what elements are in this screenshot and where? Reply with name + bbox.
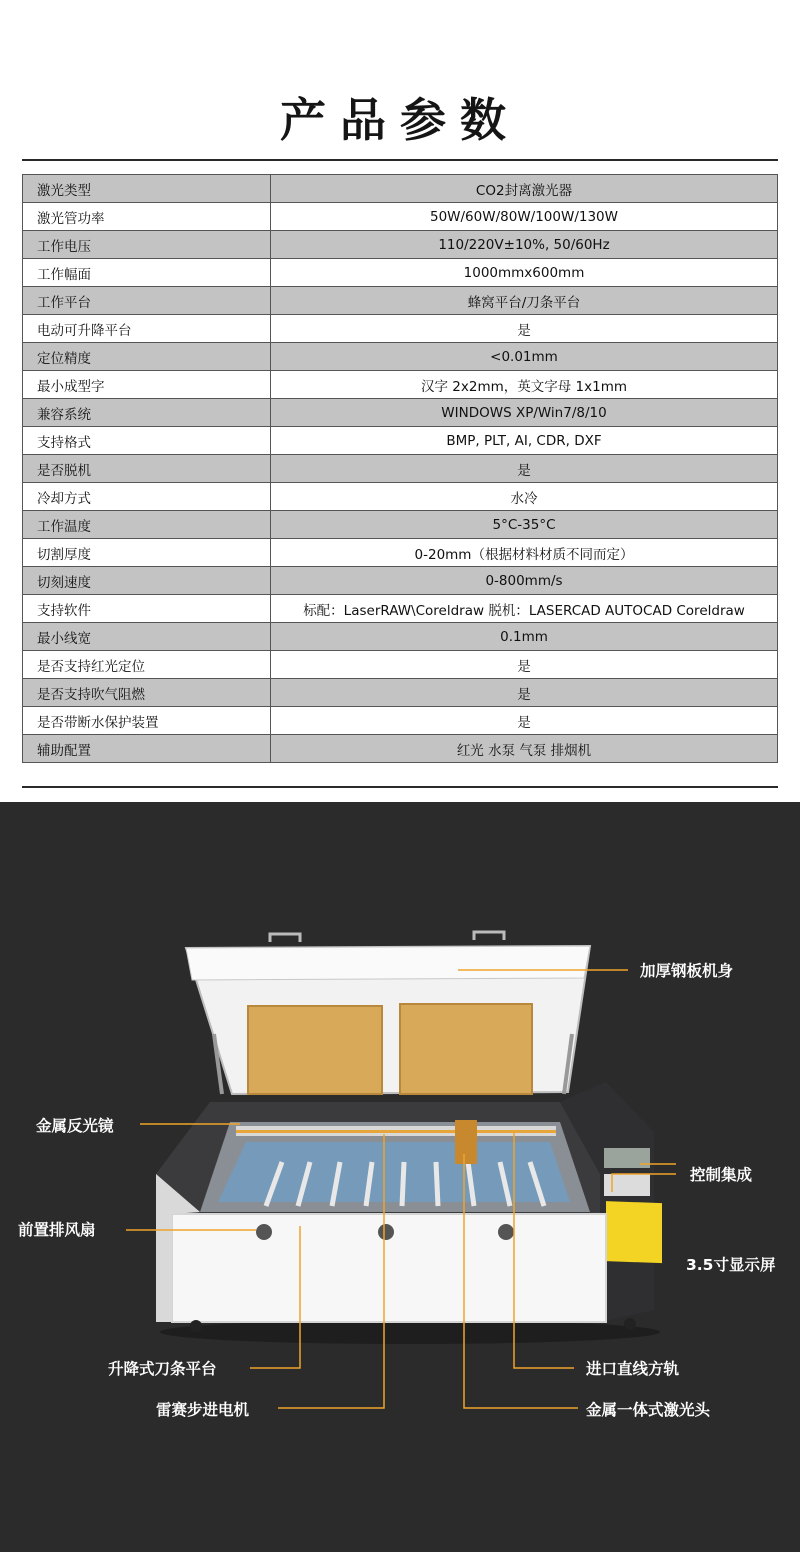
laser-machine-illustration	[0, 802, 800, 1552]
spec-value: WINDOWS XP/Win7/8/10	[271, 399, 778, 427]
spec-value: 0-20mm（根据材料材质不同而定）	[271, 539, 778, 567]
spec-label: 定位精度	[23, 343, 271, 371]
callout-control-integration: 控制集成	[690, 1166, 753, 1184]
spec-row	[23, 707, 778, 735]
spec-value: 红光 水泵 气泵 排烟机	[271, 735, 778, 763]
machine-section	[0, 802, 800, 1552]
spec-row	[23, 483, 778, 511]
spec-label: 工作电压	[23, 231, 271, 259]
spec-value: 110/220V±10%, 50/60Hz	[271, 231, 778, 259]
spec-label: 支持格式	[23, 427, 271, 455]
spec-label: 最小成型字	[23, 371, 271, 399]
spec-value: CO2封离激光器	[271, 175, 778, 203]
spec-label: 工作平台	[23, 287, 271, 315]
spec-label: 切割厚度	[23, 539, 271, 567]
spec-value: 0.1mm	[271, 623, 778, 651]
spec-label: 电动可升降平台	[23, 315, 271, 343]
callout-lift-knife-platform: 升降式刀条平台	[108, 1360, 217, 1378]
callout-leadshine-stepper: 雷赛步进电机	[156, 1401, 250, 1419]
spec-value: 蜂窝平台/刀条平台	[271, 287, 778, 315]
spec-value: 是	[271, 315, 778, 343]
spec-value: 标配：LaserRAW\Coreldraw 脱机：LASERCAD AUTOCAD Coreldraw	[271, 595, 778, 623]
table-bottom-divider	[22, 786, 778, 788]
spec-row	[23, 455, 778, 483]
callout-front-fan: 前置排风扇	[18, 1221, 96, 1239]
spec-row	[23, 539, 778, 567]
spec-value: 1000mmx600mm	[271, 259, 778, 287]
spec-row	[23, 343, 778, 371]
spec-row	[23, 287, 778, 315]
spec-row	[23, 651, 778, 679]
page-title: 产品参数	[280, 93, 520, 147]
spec-label: 是否支持吹气阻燃	[23, 679, 271, 707]
spec-label: 是否脱机	[23, 455, 271, 483]
callout-thick-steel-body: 加厚钢板机身	[640, 962, 734, 980]
spec-row	[23, 567, 778, 595]
spec-label: 切刻速度	[23, 567, 271, 595]
spec-row	[23, 735, 778, 763]
spec-value: 水冷	[271, 483, 778, 511]
spec-row	[23, 231, 778, 259]
spec-value: 是	[271, 455, 778, 483]
spec-row	[23, 399, 778, 427]
spec-row	[23, 427, 778, 455]
callout-metal-mirror: 金属反光镜	[36, 1117, 114, 1135]
spec-value: 汉字 2x2mm，英文字母 1x1mm	[271, 371, 778, 399]
spec-row	[23, 623, 778, 651]
spec-label: 是否带断水保护装置	[23, 707, 271, 735]
spec-value: 0-800mm/s	[271, 567, 778, 595]
spec-value: 50W/60W/80W/100W/130W	[271, 203, 778, 231]
spec-label: 支持软件	[23, 595, 271, 623]
callout-metal-laser-head: 金属一体式激光头	[586, 1401, 711, 1419]
spec-label: 兼容系统	[23, 399, 271, 427]
spec-row	[23, 203, 778, 231]
callout-imported-linear-guide: 进口直线方轨	[586, 1360, 680, 1378]
spec-row	[23, 679, 778, 707]
spec-label: 是否支持红光定位	[23, 651, 271, 679]
spec-label: 激光类型	[23, 175, 271, 203]
spec-row	[23, 259, 778, 287]
spec-label: 最小线宽	[23, 623, 271, 651]
title-divider	[22, 159, 778, 161]
spec-label: 冷却方式	[23, 483, 271, 511]
spec-value: 是	[271, 707, 778, 735]
spec-row	[23, 371, 778, 399]
spec-table	[22, 174, 778, 763]
spec-label: 激光管功率	[23, 203, 271, 231]
spec-label: 工作幅面	[23, 259, 271, 287]
spec-label: 工作温度	[23, 511, 271, 539]
spec-value: 是	[271, 679, 778, 707]
spec-row	[23, 315, 778, 343]
spec-row	[23, 511, 778, 539]
spec-row	[23, 595, 778, 623]
spec-value: BMP, PLT, AI, CDR, DXF	[271, 427, 778, 455]
spec-value: 是	[271, 651, 778, 679]
spec-label: 辅助配置	[23, 735, 271, 763]
spec-value: 5°C-35°C	[271, 511, 778, 539]
spec-row	[23, 175, 778, 203]
spec-value: <0.01mm	[271, 343, 778, 371]
callout-display: 3.5寸显示屏	[686, 1256, 776, 1274]
